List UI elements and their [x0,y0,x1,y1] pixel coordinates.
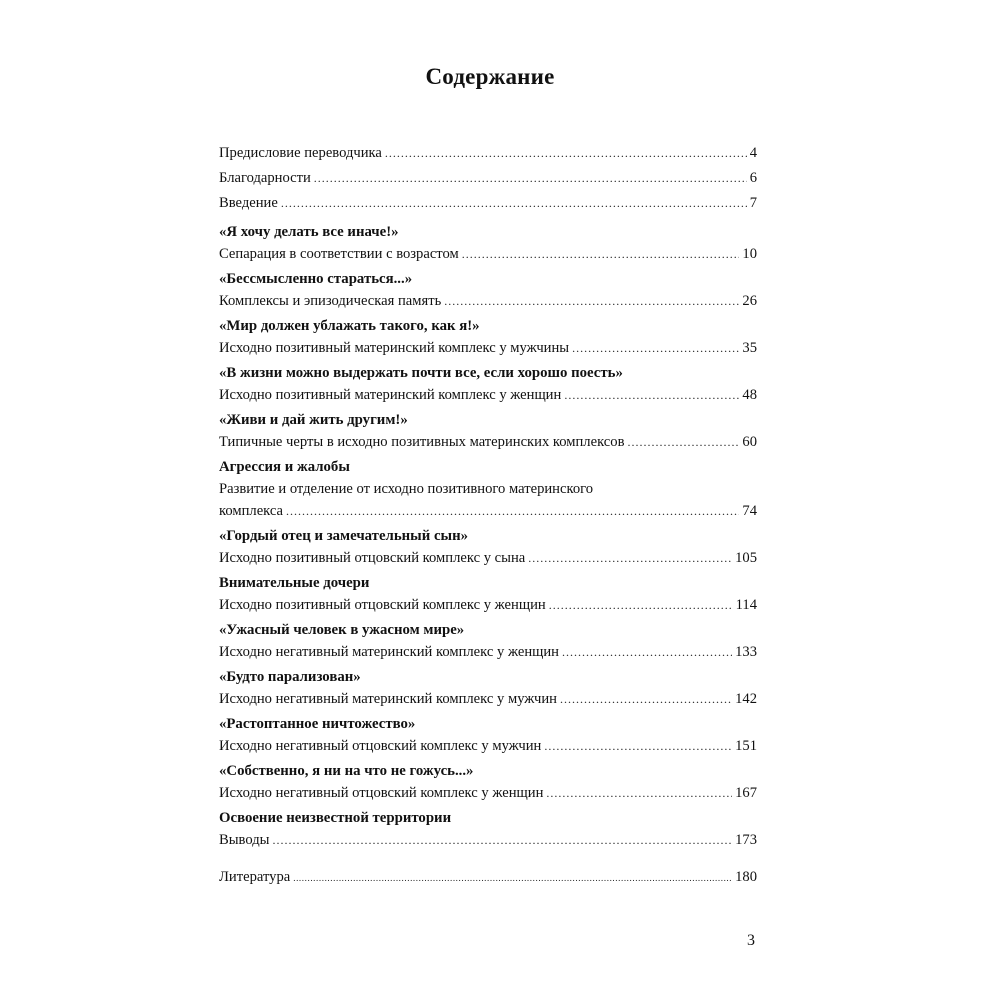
dot-leader [281,191,747,216]
chapter-entry[interactable] [219,666,757,710]
chapter-page: 151 [735,738,757,754]
toc-entry-literature[interactable] [219,865,757,890]
dot-leader [549,594,733,616]
dot-leader [572,337,739,359]
toc-entry-label: Предисловие переводчика [219,145,382,161]
chapter-subtitle: Исходно негативный отцовский комплекс у мужчин [219,738,542,754]
chapter-subtitle: Сепарация в соответствии с возрастом [219,246,459,262]
page-title: Содержание [425,64,555,89]
chapter-heading: «В жизни можно выдержать почти все, если хорошо поесть» [219,365,623,381]
toc-entry[interactable] [219,166,757,191]
chapter-heading: «Бессмысленно стараться...» [219,271,413,287]
chapter-page: 114 [735,597,757,613]
chapter-entry[interactable] [219,760,757,804]
chapter-subtitle: Исходно негативный материнский комплекс у женщин [219,644,559,660]
toc-entry-label: Введение [219,195,278,211]
toc-entry-page: 6 [749,170,757,186]
chapter-entry[interactable] [219,268,757,312]
chapter-heading: «Будто парализован» [219,669,361,685]
chapter-subtitle: Исходно негативный отцовский комплекс у женщин [219,785,544,801]
chapter-heading: «Собственно, я ни на что не гожусь...» [219,763,474,779]
toc-entry-label: Литература [219,869,291,885]
dot-leader [528,547,732,569]
chapter-heading: Освоение неизвестной территории [219,810,452,826]
toc-entry-page: 4 [749,145,757,161]
chapter-page: 10 [742,246,757,262]
chapter-page: 105 [735,550,757,566]
chapter-heading: «Я хочу делать все иначе!» [219,224,399,240]
chapter-subtitle: Исходно позитивный материнский комплекс у мужчины [219,340,570,356]
chapter-entry[interactable] [219,221,757,265]
chapter-subtitle: Типичные черты в исходно позитивных материнских комплексов [219,434,625,450]
dot-leader [444,290,739,312]
toc-entry-label: Благодарности [219,170,311,186]
chapter-entry[interactable] [219,409,757,453]
chapter-heading: «Гордый отец и замечательный сын» [219,528,468,544]
chapter-page: 26 [742,293,757,309]
chapter-page: 173 [735,832,757,848]
chapter-subtitle: Исходно позитивный отцовский комплекс у сына [219,550,526,566]
chapter-page: 35 [742,340,757,356]
dot-leader [385,141,747,166]
toc-entry-page: 7 [749,195,757,211]
toc-entry[interactable] [219,191,757,216]
chapter-heading: Внимательные дочери [219,575,370,591]
chapter-heading: «Живи и дай жить другим!» [219,412,408,428]
chapter-entry[interactable] [219,619,757,663]
chapter-heading: Агрессия и жалобы [219,459,350,475]
dot-leader [560,688,732,710]
chapter-page: 74 [742,503,757,519]
chapter-subtitle-line: Развитие и отделение от исходно позитивного материнского [219,481,594,497]
dot-leader [462,243,740,265]
chapter-heading: «Мир должен ублажать такого, как я!» [219,318,480,334]
chapter-page: 142 [735,691,757,707]
toc-entry-page: 180 [735,869,757,885]
chapter-entry[interactable] [219,807,757,851]
dot-leader [544,735,732,757]
page-number: 3 [747,932,755,949]
chapter-entry[interactable] [219,456,757,522]
chapter-subtitle: Исходно позитивный материнский комплекс у женщин [219,387,562,403]
chapter-subtitle: комплекса [219,503,284,519]
chapter-heading: «Ужасный человек в ужасном мире» [219,622,465,638]
chapter-entry[interactable] [219,315,757,359]
chapter-page: 60 [742,434,757,450]
dot-leader [546,782,732,804]
chapter-entry[interactable] [219,525,757,569]
dot-leader [293,866,732,891]
table-of-contents [219,141,757,890]
dot-leader [314,166,747,191]
chapter-entry[interactable] [219,713,757,757]
chapter-entry[interactable] [219,572,757,616]
dot-leader [627,431,739,453]
chapter-heading: «Растоптанное ничтожество» [219,716,416,732]
front-matter-entries [219,141,757,216]
chapter-subtitle: Комплексы и эпизодическая память [219,293,442,309]
dot-leader [286,500,739,522]
toc-entry[interactable] [219,141,757,166]
chapter-page: 167 [735,785,757,801]
dot-leader [564,384,739,406]
dot-leader [562,641,732,663]
chapter-page: 48 [742,387,757,403]
chapter-entry[interactable] [219,362,757,406]
chapter-subtitle: Исходно позитивный отцовский комплекс у женщин [219,597,546,613]
chapter-subtitle: Исходно негативный материнский комплекс у мужчин [219,691,557,707]
dot-leader [272,829,732,851]
chapter-subtitle: Выводы [219,832,270,848]
chapter-page: 133 [735,644,757,660]
